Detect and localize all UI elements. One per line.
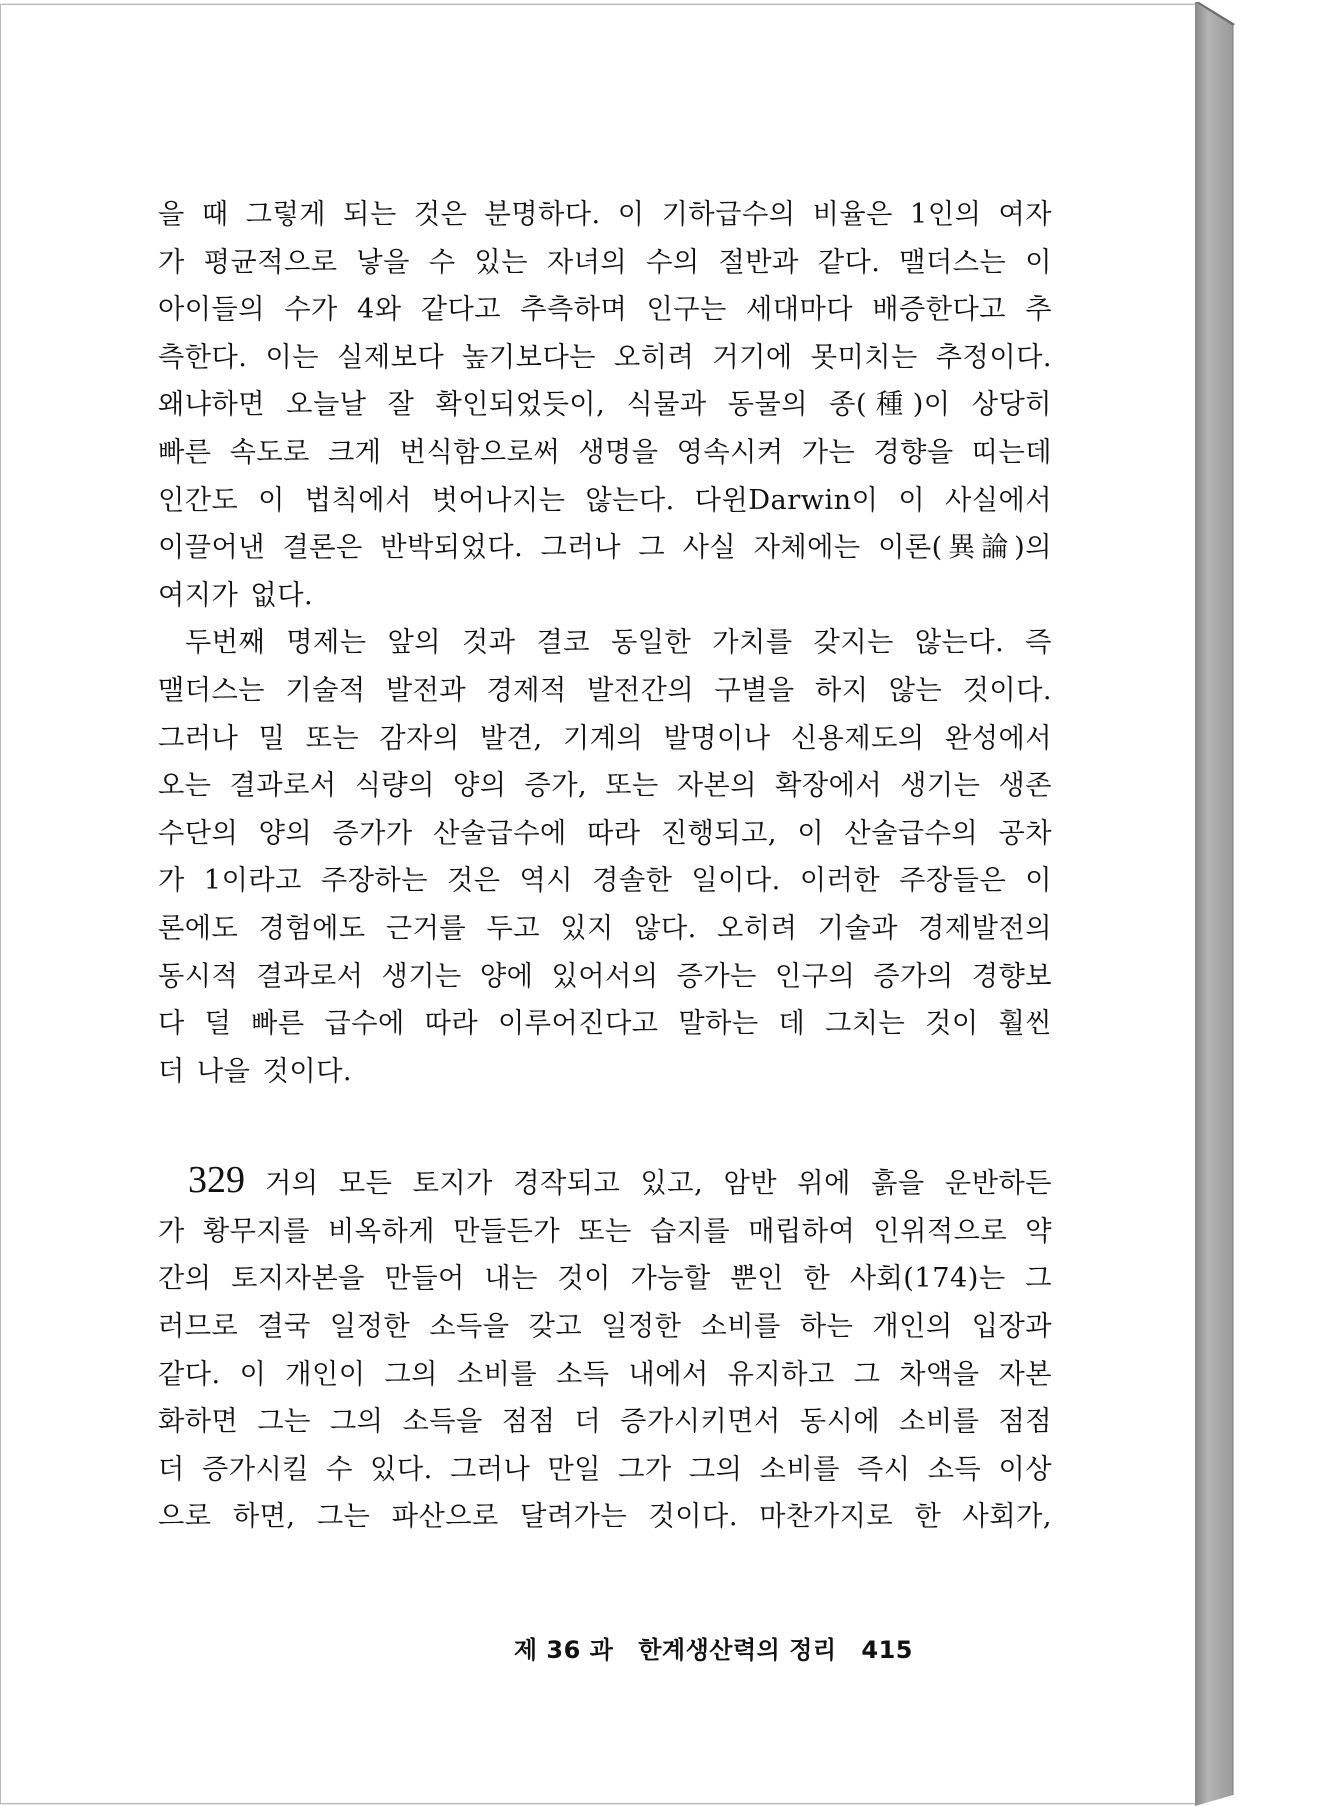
footer-title: 한계생산력의 정리 [638, 1636, 837, 1664]
text-line: 측한다. 이는 실제보다 높기보다는 오히려 거기에 못미치는 추정이다. [158, 341, 1052, 373]
page-edge [1195, 0, 1340, 1806]
text-line: 그러나 밀 또는 감자의 발견, 기계의 발명이나 신용제도의 완성에서 [158, 722, 1052, 754]
text-line: 수단의 양의 증가가 산술급수에 따라 진행되고, 이 산술급수의 공차 [158, 817, 1052, 849]
section-first-line [158, 1157, 1052, 1208]
text-line: 두번째 명제는 앞의 것과 결코 동일한 가치를 갖지는 않는다. 즉 [185, 627, 1052, 659]
text-line: 인간도 이 법칙에서 벗어나지는 않는다. 다윈Darwin이 이 사실에서 [158, 484, 1052, 516]
text-line: 가 황무지를 비옥하게 만들든가 또는 습지를 매립하여 인위적으로 약 [158, 1215, 1052, 1247]
text-line: 아이들의 수가 4와 같다고 추측하며 인구는 세대마다 배증한다고 추 [158, 294, 1052, 326]
text-line: 을 때 그렇게 되는 것은 분명하다. 이 기하급수의 비율은 1인의 여자 [158, 199, 1052, 230]
text-line: 러므로 결국 일정한 소득을 갖고 일정한 소비를 하는 개인의 입장과 [158, 1311, 1052, 1343]
text-line: 다 덜 빠른 급수에 따라 이루어진다고 말하는 데 그치는 것이 훨씬 [158, 1008, 1052, 1040]
text-line: 화하면 그는 그의 소득을 점점 더 증가시키면서 동시에 소비를 점점 [158, 1406, 1052, 1438]
text-line: 더 증가시킬 수 있다. 그러나 만일 그가 그의 소비를 즉시 소득 이상 [158, 1453, 1052, 1485]
paragraph-2 [158, 619, 1052, 1095]
text-line: 같다. 이 개인이 그의 소비를 소득 내에서 유지하고 그 차액을 자본 [158, 1358, 1052, 1390]
text-line: 오는 결과로서 식량의 양의 증가, 또는 자본의 확장에서 생기는 생존 [158, 770, 1052, 802]
text-line: 왜냐하면 오늘날 잘 확인되었듯이, 식물과 동물의 종(種)이 상당히 [158, 389, 1052, 421]
page-number: 415 [861, 1636, 913, 1664]
text-line: 여지가 없다. [158, 579, 314, 611]
text-line: 론에도 경험에도 근거를 두고 있지 않다. 오히려 기술과 경제발전의 [158, 912, 1052, 944]
text-line: 거의 모든 토지가 경작되고 있고, 암반 위에 흙을 운반하든 [265, 1168, 1052, 1200]
text-line: 가 평균적으로 낳을 수 있는 자녀의 수의 절반과 같다. 맬더스는 이 [158, 246, 1052, 278]
text-line: 이끌어낸 결론은 반박되었다. 그러나 그 사실 자체에는 이론(異論)의 [158, 532, 1052, 564]
body-text [158, 191, 1052, 1541]
page-footer [514, 1630, 913, 1665]
section-number: 329 [188, 1159, 245, 1202]
footer-chapter: 제 36 과 [513, 1636, 614, 1664]
text-line: 더 나을 것이다. [158, 1055, 353, 1087]
text-line: 동시적 결과로서 생기는 양에 있어서의 증가는 인구의 증가의 경향보 [158, 960, 1052, 992]
text-line: 으로 하면, 그는 파산으로 달려가는 것이다. 마찬가지로 한 사회가, [158, 1501, 1052, 1533]
section-329 [158, 1157, 1052, 1541]
text-line: 빠른 속도로 크게 번식함으로써 생명을 영속시켜 가는 경향을 띠는데 [158, 436, 1052, 468]
text-line: 맬더스는 기술적 발전과 경제적 발전간의 구별을 하지 않는 것이다. [158, 674, 1052, 706]
text-line: 간의 토지자본을 만들어 내는 것이 가능할 뿐인 한 사회(174)는 그 [158, 1263, 1052, 1295]
text-line: 가 1이라고 주장하는 것은 역시 경솔한 일이다. 이러한 주장들은 이 [158, 865, 1052, 897]
paragraph-1 [158, 191, 1052, 619]
book-page [0, 4, 1198, 1804]
